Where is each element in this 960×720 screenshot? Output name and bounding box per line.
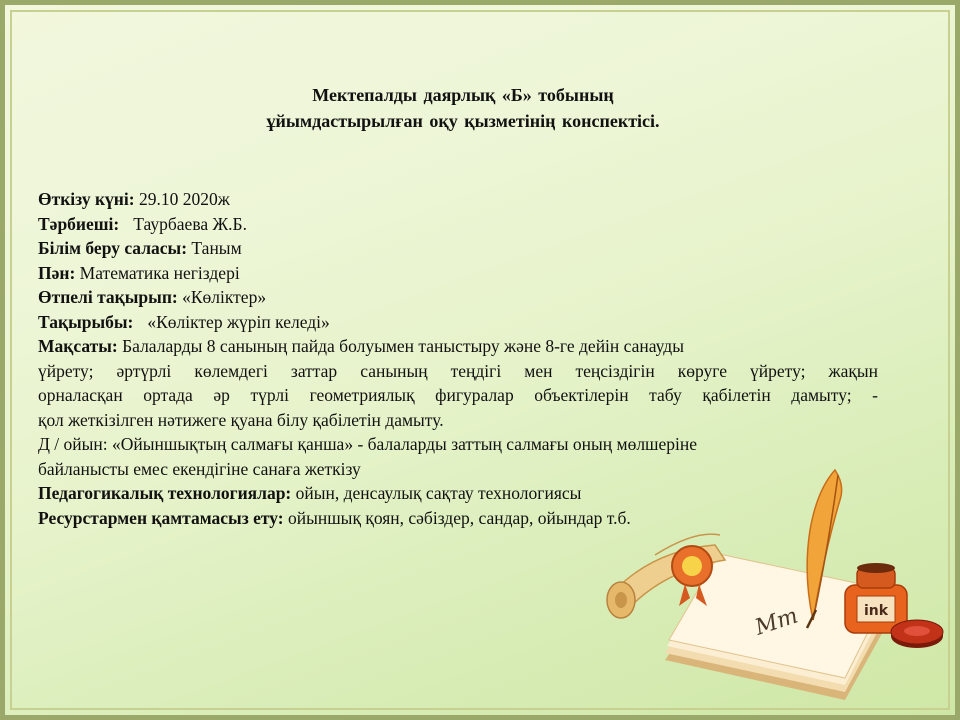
technology-label: Педагогикалық технологиялар: <box>38 483 292 503</box>
area-value: Таным <box>191 238 242 258</box>
goal-text-2: үйрету; әртүрлі көлемдегі заттар санының теңдігі мен теңсіздігін көруге үйрету; жақын <box>38 360 878 381</box>
area-row <box>38 236 878 261</box>
subject-label: Пән: <box>38 262 76 283</box>
date-label: Өткізу күні: <box>38 189 135 209</box>
technology-value: ойын, денсаулық сақтау технологиясы <box>295 483 582 503</box>
game-text-2: байланысты емес екендігіне санаға жеткізу <box>38 458 361 479</box>
resources-value: ойыншық қоян, сәбіздер, сандар, ойындар т.б. <box>287 507 631 528</box>
paper-scribble: Mm <box>752 603 802 641</box>
transit-topic-row <box>38 285 878 310</box>
transit-topic-value: «Көліктер» <box>182 287 267 307</box>
transit-topic-label: Өтпелі тақырып: <box>38 287 178 307</box>
goal-text-3: орналасқан ортада әр түрлі геометриялық фигуралар объектілерін табу қабілетін дамыту; - <box>38 385 878 405</box>
subject-value: Математика негіздері <box>79 262 240 283</box>
date-row <box>38 187 878 212</box>
date-value: 29.10 2020ж <box>138 189 230 209</box>
goal-label: Мақсаты: <box>38 336 118 356</box>
goal-text-4: қол жеткізілген нәтижеге қуана білу қабілетін дамыту. <box>38 409 444 430</box>
teacher-row <box>38 212 878 237</box>
ink-bottle <box>845 563 907 633</box>
teacher-value: Таурбаева Ж.Б. <box>133 213 247 234</box>
topic-value: «Көліктер жүріп келеді» <box>147 311 330 332</box>
scroll-quill-ink-illustration <box>595 460 955 715</box>
area-label: Білім беру саласы: <box>38 238 188 258</box>
ink-lid <box>891 620 943 648</box>
goal-text-1: Балаларды 8 санының пайда болуымен таныстыру және 8-ге дейін санауды <box>122 336 684 356</box>
title-line-1: Мектепалды даярлық «Б» тобының <box>312 85 614 105</box>
goal-row <box>38 334 878 359</box>
teacher-label: Тәрбиеші: <box>38 213 120 234</box>
game-text-1: Д / ойын: «Ойыншықтың салмағы қанша» - балаларды заттың салмағы оның мөлшеріне <box>38 434 698 454</box>
topic-label: Тақырыбы: <box>38 311 134 332</box>
resources-label: Ресурстармен қамтамасыз ету: <box>38 507 284 528</box>
subject-row <box>38 261 878 286</box>
ink-label: ink <box>863 603 889 619</box>
topic-row <box>38 310 878 335</box>
title-line-2: ұйымдастырылған оқу қызметінің конспектісі. <box>266 111 660 131</box>
